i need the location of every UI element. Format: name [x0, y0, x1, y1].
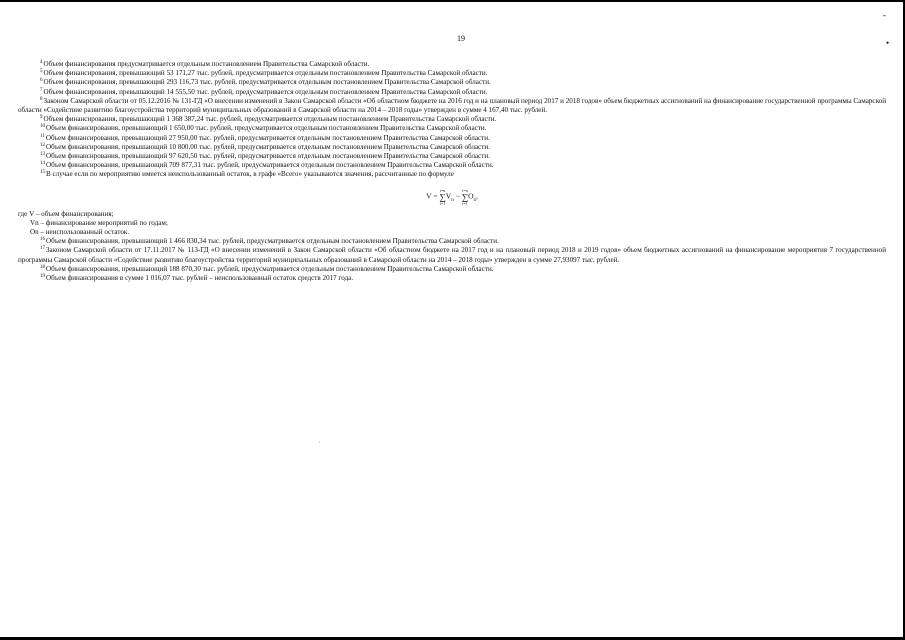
footnote-text: Объем финансирования, превышающий 1 650,00 тыс. рублей, предусматривается отдельным постановлением Правительства Самарской области. — [46, 124, 487, 133]
footnote-8 — [18, 97, 886, 115]
formula — [18, 188, 886, 206]
sum-2-bottom: i=1 — [462, 200, 468, 206]
formula-tail: , — [476, 191, 478, 201]
formula-minus: − — [453, 191, 462, 201]
footnote-text: Законом Самарской области от 17.11.2017 № 113-ГД «О внесении изменений в Закон Самарской области «Об областном бюджете на 2017 год и на плановый период 2018 и 2019 годов» объем бюджетных ассигнований на финансирование мероприятия 7 государственной программы Самарской области «Содействие развитию благоустройства территорий муниципальных образований в Самарской области на 2014 – 2018 годы» утвержден в сумме 27,93097 тыс. рублей. — [18, 246, 886, 264]
footnote-12 — [18, 143, 886, 152]
formula-term1: V — [445, 191, 452, 201]
sum-symbol-2: i=n ∑ i=1 — [461, 187, 469, 206]
definition-intro: где V – объем финансирования; — [18, 209, 114, 218]
footnote-marker: 19 — [40, 274, 45, 280]
footnote-text: Объем финансирования, превышающий 53 171,27 тыс. рублей, предусматривается отдельным постановлением Правительства Самарской области. — [43, 69, 488, 78]
footnote-marker: 5 — [40, 69, 43, 75]
footnote-18 — [18, 265, 886, 274]
footnote-text: Объем финансирования, превышающий 188 870,30 тыс. рублей, предусматривается отдельным постановлением Правительства Самарской области. — [46, 264, 494, 273]
page-top-border — [0, 0, 905, 2]
sum-1-bottom: i=1 — [439, 200, 446, 206]
footnote-7 — [18, 88, 886, 97]
scan-speck: · — [318, 438, 321, 447]
footnote-marker: 18 — [40, 264, 45, 270]
formula-lhs: V = — [426, 191, 440, 201]
footnote-text: Законом Самарской области от 05.12.2016 № 131-ГД «О внесении изменений в Закон Самарской области «Об областном бюджете на 2016 год и на плановый период 2017 и 2018 годов» объем бюджетных ассигнований на финансирование государственной программы Самарской области «Содействие развитию благоустройства территорий муниципальных образований в Самарской области на 2014 – 2018 годы» утвержден в сумме 4 167,40 тыс. рублей. — [18, 96, 886, 115]
footnote-text: Объем финансирования, превышающий 293 116,73 тыс. рублей, предусматривается отдельным постановлением Правительства Самарской области. — [43, 78, 491, 87]
footnote-text: Объем финансирования, превышающий 709 877,31 тыс. рублей, предусматривается отдельным постановлением Правительства Самарской области. — [46, 161, 494, 170]
footnote-marker: 6 — [40, 78, 43, 84]
footnote-marker: 8 — [40, 96, 43, 102]
footnote-6 — [18, 78, 886, 87]
footnotes-block — [18, 60, 886, 283]
footnote-text: Объем финансирования, превышающий 14 555,50 тыс. рублей, предусматривается отдельным постановлением Правительства Самарской области. — [43, 87, 488, 96]
footnote-marker: 10 — [40, 124, 45, 130]
footnote-9 — [18, 115, 886, 124]
sum-2-top: i=n — [462, 187, 468, 193]
footnote-marker: 14 — [40, 161, 45, 167]
footnote-text: Объем финансирования, превышающий 1 466 830,34 тыс. рублей, предусматривается отдельным постановлением Правительства Самарской области. — [46, 237, 499, 246]
footnote-text: Объем финансирования, превышающий 97 620,50 тыс. рублей, предусматривается отдельным постановлением Правительства Самарской области. — [46, 152, 490, 161]
footnote-marker: 17 — [40, 246, 45, 252]
formula-term1-sub: n — [451, 197, 454, 203]
footnote-text: Объем финансирования в сумме 1 016,07 тыс. рублей – неиспользованный остаток средств 2017 года. — [46, 274, 354, 283]
footnote-marker: 13 — [40, 152, 45, 158]
footnote-16 — [18, 237, 886, 246]
footnote-text: Объем финансирования, превышающий 27 950,00 тыс. рублей, предусматривается отдельным постановлением Правительства Самарской области. — [45, 133, 490, 142]
footnote-text: Объем финансирования, превышающий 1 368 387,24 тыс. рублей, предусматривается отдельным постановлением Правительства Самарской области. — [43, 115, 497, 124]
footnotes-group-a — [18, 60, 886, 180]
footnote-15 — [18, 170, 886, 179]
footnote-17 — [18, 246, 886, 264]
footnotes-group-b — [18, 237, 886, 283]
footnote-text: В случае если по мероприятию имеется неиспользованный остаток, в графе «Всего» указываются значения, рассчитанные по формуле — [46, 170, 454, 179]
footnote-10 — [18, 124, 886, 133]
sum-symbol-1: i=n ∑ i=1 — [439, 187, 446, 206]
page-number: 19 — [457, 34, 465, 43]
footnote-marker: 16 — [40, 237, 45, 243]
footnote-11 — [18, 134, 886, 143]
formula-term2-sub: n — [473, 197, 477, 203]
definition-vn: Vn – финансирование мероприятий по годам; — [30, 218, 168, 227]
footnote-4 — [18, 60, 886, 69]
scan-dash-mark: - — [883, 10, 886, 20]
footnote-14 — [18, 161, 886, 170]
definition-on: On – неиспользованный остаток. — [30, 228, 130, 237]
footnote-5 — [18, 69, 886, 78]
footnote-marker: 9 — [40, 115, 43, 121]
footnote-13 — [18, 152, 886, 161]
formula-term2: O — [468, 191, 474, 201]
footnote-marker: 15 — [40, 170, 45, 176]
footnote-marker: 11 — [40, 133, 45, 139]
footnote-marker: 7 — [40, 87, 43, 93]
footnote-text: Объем финансирования, превышающий 10 800,00 тыс. рублей, предусматривается отдельным постановлением Правительства Самарской области. — [46, 142, 490, 151]
footnote-marker: 4 — [40, 60, 43, 65]
footnote-19 — [18, 274, 886, 283]
footnote-marker: 12 — [40, 142, 45, 148]
sum-1-top: i=n — [439, 187, 446, 193]
footnote-text: Объем финансирования предусматривается отдельным постановлением Правительства Самарской области. — [43, 60, 370, 68]
scan-dot-mark: • — [886, 38, 890, 48]
